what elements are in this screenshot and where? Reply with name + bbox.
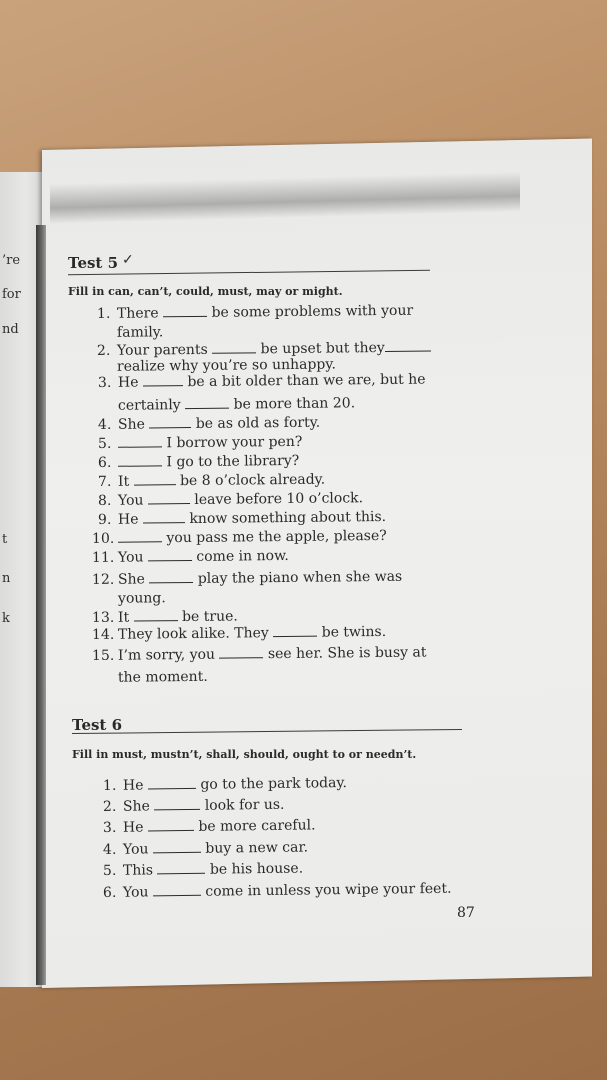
text-after-blank: be some problems with your xyxy=(206,302,414,321)
answer-blank[interactable] xyxy=(163,305,207,317)
text-after-blank: look for us. xyxy=(200,796,285,814)
text-after-blank: be his house. xyxy=(205,860,304,878)
text-before-blank: You xyxy=(122,841,154,858)
answer-blank[interactable] xyxy=(149,416,191,428)
answer-blank[interactable] xyxy=(143,374,183,386)
item-number: 7. xyxy=(97,473,112,490)
item-number: 10. xyxy=(91,530,115,547)
answer-blank[interactable] xyxy=(185,397,229,409)
answer-blank[interactable] xyxy=(118,435,162,447)
text-before-blank: They look alike. They xyxy=(117,625,274,643)
text-after-blank: know something about this. xyxy=(184,508,387,528)
item-number: 8. xyxy=(97,492,112,509)
text-after-blank: come in unless you wipe your feet. xyxy=(200,880,452,900)
answer-blank[interactable] xyxy=(157,862,205,875)
exercise-line xyxy=(97,340,431,359)
exercise-line xyxy=(97,324,163,341)
answer-blank[interactable] xyxy=(385,340,431,352)
text-after-blank: be true. xyxy=(177,608,238,626)
exercise-line xyxy=(103,861,303,879)
test5-rule xyxy=(68,270,430,275)
exercise-line xyxy=(92,548,289,566)
exercise-line xyxy=(98,395,355,414)
item-number: 15. xyxy=(91,647,115,664)
exercise-line xyxy=(98,434,303,452)
text-before-blank: You xyxy=(122,884,154,901)
test6-rule xyxy=(72,729,462,734)
exercise-line xyxy=(92,569,402,588)
left-fragment: n xyxy=(2,571,11,586)
text-after-blank: I borrow your pen? xyxy=(161,433,303,452)
left-fragment: k xyxy=(2,611,10,626)
answer-blank[interactable] xyxy=(118,530,162,542)
exercise-line xyxy=(92,590,166,607)
test6-instruction: Fill in must, mustn’t, shall, should, ought to or needn’t. xyxy=(72,748,417,761)
text-before-blank: realize why you’re so unhappy. xyxy=(116,356,336,375)
item-number: 4. xyxy=(102,841,117,858)
item-number: 11. xyxy=(91,549,115,566)
text-before-blank: Your parents xyxy=(116,341,213,359)
left-fragment: t xyxy=(2,532,8,547)
text-after-blank: be more careful. xyxy=(193,817,316,835)
answer-blank[interactable] xyxy=(148,777,196,790)
exercise-line xyxy=(97,303,413,322)
answer-blank[interactable] xyxy=(118,454,162,466)
text-before-blank: certainly xyxy=(117,397,186,414)
text-before-blank: This xyxy=(122,862,158,879)
text-after-blank: leave before 10 o’clock. xyxy=(189,490,364,509)
test6-title: Test 6 xyxy=(72,716,123,734)
answer-blank[interactable] xyxy=(134,609,178,621)
exercise-line xyxy=(103,881,452,901)
item-number: 3. xyxy=(102,819,117,836)
exercise-line xyxy=(92,608,238,626)
item-number: 13. xyxy=(91,609,115,626)
exercise-line xyxy=(103,839,308,858)
text-before-blank: the moment. xyxy=(117,668,208,686)
item-number: 2. xyxy=(102,798,117,815)
text-after-blank: see her. She is busy at xyxy=(263,644,427,663)
exercise-line xyxy=(103,775,347,794)
check-mark-icon: ✓ xyxy=(122,252,134,268)
test5-instruction: Fill in can, can’t, could, must, may or might. xyxy=(68,285,343,298)
text-before-blank: He xyxy=(117,511,144,528)
test5-title: Test 5 xyxy=(68,254,119,272)
page-number: 87 xyxy=(457,905,475,921)
exercise-line xyxy=(92,644,427,664)
answer-blank[interactable] xyxy=(148,819,194,832)
item-number: 12. xyxy=(91,571,115,588)
text-before-blank: He xyxy=(122,819,149,836)
text-before-blank: She xyxy=(117,416,150,433)
item-number: 14. xyxy=(91,626,115,643)
item-number: 6. xyxy=(102,884,117,901)
exercise-line xyxy=(92,528,387,547)
text-after-blank: go to the park today. xyxy=(195,775,348,793)
text-before-blank: You xyxy=(117,492,149,509)
item-number: 4. xyxy=(97,416,112,433)
exercise-line xyxy=(92,624,386,643)
text-after-blank: be twins. xyxy=(317,623,387,641)
text-before-blank: He xyxy=(117,374,144,391)
answer-blank[interactable] xyxy=(212,341,256,353)
text-after-blank: buy a new car. xyxy=(200,839,309,857)
answer-blank[interactable] xyxy=(143,511,185,523)
text-before-blank: It xyxy=(117,473,134,490)
answer-blank[interactable] xyxy=(219,646,263,658)
left-fragment: nd xyxy=(2,322,19,337)
text-after-blank: be 8 o’clock already. xyxy=(175,471,326,490)
answer-blank[interactable] xyxy=(148,492,190,504)
text-before-blank: young. xyxy=(117,590,166,607)
exercise-line xyxy=(103,797,285,815)
item-number: 2. xyxy=(96,342,111,359)
answer-blank[interactable] xyxy=(134,473,176,485)
text-after-blank: play the piano when she was xyxy=(193,568,403,587)
item-number: 5. xyxy=(97,435,112,452)
text-before-blank: family. xyxy=(116,324,164,341)
item-number: 5. xyxy=(102,862,117,879)
item-number: 9. xyxy=(97,511,112,528)
item-number: 6. xyxy=(97,454,112,471)
text-after-blank: be more than 20. xyxy=(229,395,356,413)
text-after-blank: be a bit older than we are, but he xyxy=(182,371,426,391)
item-number: 3. xyxy=(97,374,112,391)
exercise-line xyxy=(103,817,316,836)
text-after-blank: be upset but they xyxy=(256,339,385,358)
text-before-blank: He xyxy=(122,777,149,794)
text-before-blank: There xyxy=(116,305,164,322)
exercise-line xyxy=(98,472,325,490)
exercise-line xyxy=(98,509,386,528)
answer-blank[interactable] xyxy=(153,884,201,897)
item-number: 1. xyxy=(102,777,117,794)
text-after-blank: you pass me the apple, please? xyxy=(161,527,387,547)
text-before-blank: You xyxy=(117,549,149,566)
answer-blank[interactable] xyxy=(154,798,200,811)
text-after-blank: I go to the library? xyxy=(161,452,300,471)
left-fragment: ’re xyxy=(2,253,21,268)
text-after-blank: come in now. xyxy=(191,547,289,565)
exercise-line xyxy=(98,490,363,509)
exercise-line xyxy=(92,669,208,686)
exercise-line xyxy=(98,372,426,391)
text-before-blank: She xyxy=(117,571,150,588)
item-number: 1. xyxy=(96,305,111,322)
answer-blank[interactable] xyxy=(273,625,317,637)
text-before-blank: It xyxy=(117,609,134,626)
answer-blank[interactable] xyxy=(153,841,201,854)
answer-blank[interactable] xyxy=(149,571,193,583)
text-before-blank: She xyxy=(122,798,155,815)
answer-blank[interactable] xyxy=(148,549,192,561)
text-before-blank: I’m sorry, you xyxy=(117,646,220,664)
text-after-blank: be as old as forty. xyxy=(191,414,321,433)
exercise-line xyxy=(98,415,320,433)
exercise-line xyxy=(98,453,299,471)
left-fragment: for xyxy=(2,287,21,302)
